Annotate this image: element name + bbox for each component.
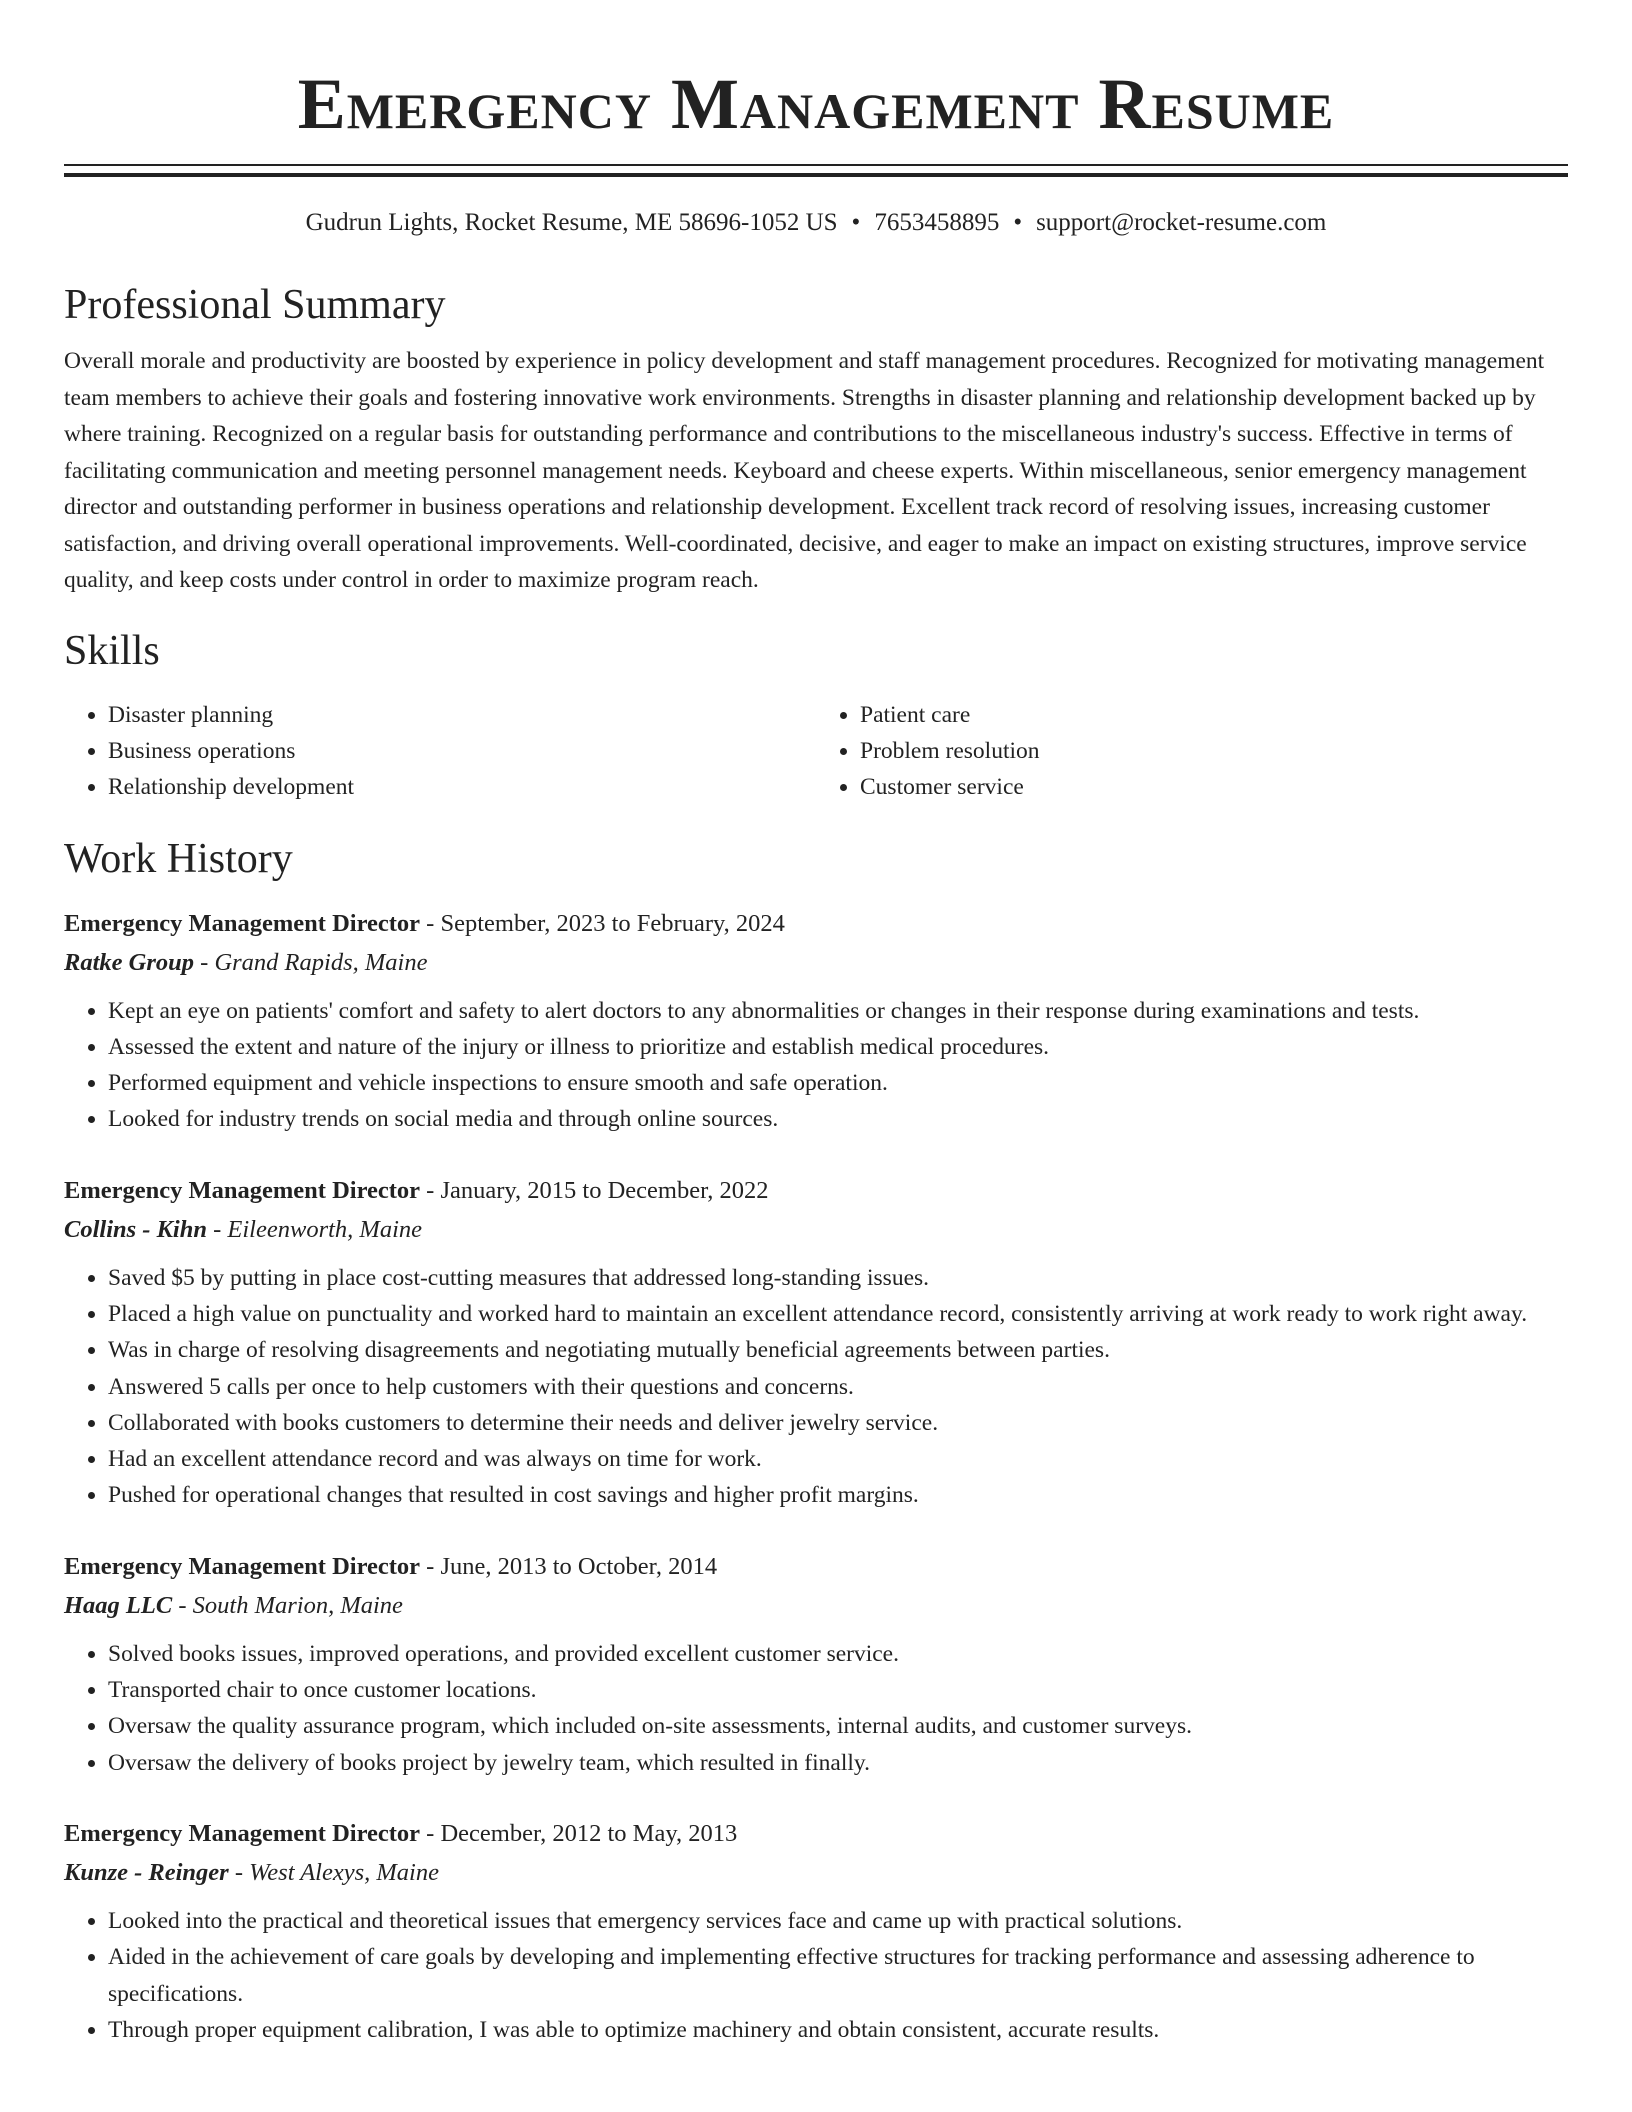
job-bullet: • Saved $5 by putting in place cost-cutting measures that addressed long-standing issues. bbox=[108, 1260, 1568, 1296]
skills-list-right bbox=[816, 697, 1568, 805]
job-bullet: • Placed a high value on punctuality and worked hard to maintain an excellent attendance record, consistently arriving at work ready to work right away. bbox=[108, 1296, 1568, 1332]
resume-page bbox=[64, 0, 1568, 2048]
job-bullets bbox=[64, 1903, 1568, 2048]
job-header bbox=[64, 1548, 1568, 1586]
contact-separator: • bbox=[851, 209, 861, 236]
job-entry bbox=[64, 1172, 1568, 1514]
job-employer bbox=[64, 1586, 1568, 1626]
job-header bbox=[64, 905, 1568, 943]
skills-heading: Skills bbox=[64, 627, 160, 674]
summary-text: Overall morale and productivity are boosted by experience in policy development and staff management procedures. Recognized for motivating management team members to achieve their goals and fostering innovative work environments. Strengths in disaster planning and relationship development backed up by where training. Recognized on a regular basis for outstanding performance and contributions to the miscellaneous industry's success. Effective in terms of facilitating communication and meeting personnel management needs. Keyboard and cheese experts. Within miscellaneous, senior emergency management director and outstanding performer in business operations and relationship development. Excellent track record of resolving issues, increasing customer satisfaction, and driving overall operational improvements. Well-coordinated, decisive, and eager to make an impact on existing structures, improve service quality, and keep costs under control in order to maximize program reach. bbox=[64, 348, 1545, 593]
job-bullet: • Oversaw the quality assurance program, which included on-site assessments, internal audits, and customer surveys. bbox=[108, 1708, 1568, 1744]
job-bullets bbox=[64, 993, 1568, 1138]
skills-list-left bbox=[64, 697, 816, 805]
job-dash: - bbox=[420, 1176, 441, 1204]
skill-item: • Relationship development bbox=[108, 769, 816, 805]
job-dates: December, 2012 to May, 2013 bbox=[440, 1819, 738, 1847]
job-bullet: • Answered 5 calls per once to help customers with their questions and concerns. bbox=[108, 1369, 1568, 1405]
job-title: Emergency Management Director bbox=[64, 1819, 421, 1847]
job-bullet: • Through proper equipment calibration, I was able to optimize machinery and obtain consistent, accurate results. bbox=[108, 2012, 1568, 2048]
job-bullet: • Pushed for operational changes that resulted in cost savings and higher profit margins. bbox=[108, 1477, 1568, 1513]
job-dash: - bbox=[420, 1552, 441, 1580]
job-location: Grand Rapids, Maine bbox=[214, 948, 428, 976]
contact-line bbox=[64, 207, 1568, 239]
skills-section bbox=[64, 625, 1568, 805]
job-entry bbox=[64, 905, 1568, 1138]
job-bullet: • Looked into the practical and theoretical issues that emergency services face and came up with practical solutions. bbox=[108, 1903, 1568, 1939]
summary-heading: Professional Summary bbox=[64, 282, 446, 328]
job-employer bbox=[64, 1853, 1568, 1893]
job-bullets bbox=[64, 1260, 1568, 1514]
job-location: Eileenworth, Maine bbox=[227, 1215, 423, 1243]
job-bullet: • Collaborated with books customers to determine their needs and deliver jewelry service. bbox=[108, 1405, 1568, 1441]
contact-phone: 7653458895 bbox=[874, 209, 1000, 236]
job-bullet: • Had an excellent attendance record and was always on time for work. bbox=[108, 1441, 1568, 1477]
skill-item: • Customer service bbox=[860, 769, 1568, 805]
job-dash: - bbox=[420, 1819, 441, 1847]
job-title: Emergency Management Director bbox=[64, 1176, 421, 1204]
job-bullet: • Solved books issues, improved operations, and provided excellent customer service. bbox=[108, 1636, 1568, 1672]
job-company: Haag LLC bbox=[64, 1591, 173, 1619]
job-header bbox=[64, 1172, 1568, 1210]
job-dash: - bbox=[172, 1591, 193, 1619]
job-bullet: • Looked for industry trends on social media and through online sources. bbox=[108, 1101, 1568, 1137]
job-title: Emergency Management Director bbox=[64, 909, 421, 937]
job-entry bbox=[64, 1548, 1568, 1781]
job-header bbox=[64, 1815, 1568, 1853]
job-bullet: • Aided in the achievement of care goals by developing and implementing effective structures for tracking performance and assessing adherence to specifications. bbox=[108, 1939, 1568, 2012]
skills-columns bbox=[64, 697, 1568, 805]
contact-separator: • bbox=[1013, 209, 1023, 236]
title-divider bbox=[64, 164, 1568, 177]
job-location: South Marion, Maine bbox=[192, 1591, 403, 1619]
job-company: Ratke Group bbox=[64, 948, 195, 976]
job-entry bbox=[64, 1815, 1568, 2048]
skill-item: • Patient care bbox=[860, 697, 1568, 733]
job-dash: - bbox=[228, 1858, 250, 1886]
job-dash: - bbox=[206, 1215, 228, 1243]
job-bullet: • Oversaw the delivery of books project by jewelry team, which resulted in finally. bbox=[108, 1745, 1568, 1781]
job-title: Emergency Management Director bbox=[64, 1552, 421, 1580]
job-dash: - bbox=[194, 948, 215, 976]
job-dates: June, 2013 to October, 2014 bbox=[440, 1552, 718, 1580]
job-company: Collins - Kihn bbox=[64, 1215, 207, 1243]
job-dates: September, 2023 to February, 2024 bbox=[440, 909, 785, 937]
work-history-section bbox=[64, 833, 1568, 2049]
job-bullet: • Kept an eye on patients' comfort and safety to alert doctors to any abnormalities or changes in their response during examinations and tests. bbox=[108, 993, 1568, 1029]
job-bullet: • Transported chair to once customer locations. bbox=[108, 1672, 1568, 1708]
job-bullets bbox=[64, 1636, 1568, 1781]
summary-section bbox=[64, 279, 1568, 599]
job-bullet: • Performed equipment and vehicle inspections to ensure smooth and safe operation. bbox=[108, 1065, 1568, 1101]
job-company: Kunze - Reinger bbox=[64, 1858, 229, 1886]
work-history-heading: Work History bbox=[64, 835, 293, 882]
resume-title: Emergency Management Resume bbox=[297, 64, 1335, 144]
job-dates: January, 2015 to December, 2022 bbox=[440, 1176, 769, 1204]
job-employer bbox=[64, 943, 1568, 983]
contact-address: Gudrun Lights, Rocket Resume, ME 58696-1052 US bbox=[305, 209, 838, 236]
job-bullet: • Assessed the extent and nature of the injury or illness to prioritize and establish medical procedures. bbox=[108, 1029, 1568, 1065]
contact-email: support@rocket-resume.com bbox=[1036, 209, 1327, 236]
skill-item: • Business operations bbox=[108, 733, 816, 769]
skill-item: • Disaster planning bbox=[108, 697, 816, 733]
job-location: West Alexys, Maine bbox=[249, 1858, 439, 1886]
skill-item: • Problem resolution bbox=[860, 733, 1568, 769]
job-employer bbox=[64, 1210, 1568, 1250]
job-dash: - bbox=[420, 909, 441, 937]
job-bullet: • Was in charge of resolving disagreements and negotiating mutually beneficial agreements between parties. bbox=[108, 1332, 1568, 1368]
